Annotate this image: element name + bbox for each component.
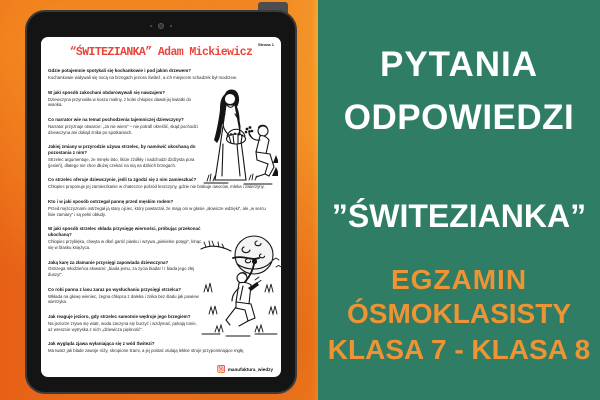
- question-text: W jaki sposób strzelec składa przysięgę wierności, próbując przekonać ukochaną?: [48, 226, 201, 238]
- document-title: “ŚWITEZIANKA” Adam Mickiewicz: [69, 46, 253, 59]
- question-text: Jaką karę za złamanie przysięgi zapowiada dziewczyna?: [48, 259, 169, 265]
- camera-dot-icon: [150, 25, 152, 27]
- qa-item: [48, 117, 202, 135]
- heading-pytania: PYTANIA: [379, 45, 539, 84]
- answer-text: Przed mężczyznami ostrzegał ją stary ojciec, który powtarzał, że mają oni w głosie „słowicze wdzięki”, ale „w sercu lisie zamiary” i są pełni obłudy.: [48, 205, 266, 217]
- right-panel: [318, 0, 600, 400]
- question-text: Co narrator wie na temat pochodzenia tajemniczej dziewczyny?: [48, 116, 184, 122]
- qa-item: [48, 226, 202, 250]
- answer-text: Chłopiec proponuje jej zamieszkanie w chateczce pośród leszczyny, gdzie nie brakuje owoców, mleka i zwierzyny.: [48, 184, 265, 190]
- qa-item: [48, 68, 274, 81]
- moonlit-oath-illustration: [199, 230, 281, 338]
- question-text: W jaki sposób zakochani obdarowywali się nawzajem?: [48, 89, 166, 95]
- question-text: Kto i w jaki sposób ostrzegał pannę przed męskim rodem?: [48, 199, 174, 204]
- answer-text: Dziewczyna przynosiła w koszu maliny, z kolei chłopiec dawał jej kwiatki do wianka.: [48, 96, 191, 108]
- question-text: Jak wygląda zjawa wyłaniająca się z wód Świtezi?: [48, 341, 155, 347]
- exam-line-2: ÓSMOKLASISTY: [346, 298, 571, 329]
- qa-item: [48, 287, 202, 305]
- answer-text: Na jeziorze zrywa się wiatr, woda zaczyna się burzyć i wzdymać, pękają tonie, aż wreszcie wytryska z nich „dziewicza piękność”.: [48, 321, 197, 332]
- camera-lens-icon: [158, 23, 164, 29]
- instagram-credit: [217, 365, 273, 373]
- instagram-handle: manufaktura_wiedzy: [227, 366, 273, 372]
- answer-text: Ostrzega młodzieńca słowami: „biada jemu, za życia biada! / I biada jego złej duszy!”.: [48, 266, 195, 278]
- courting-couple-illustration: [200, 84, 278, 188]
- question-text: Jak reaguje jezioro, gdy strzelec samotnie wędruje jego brzegiem?: [48, 314, 191, 320]
- question-text: Co strzelec oferuje dziewczynie, jeśli ta zgodzi się z nim zamieszkać?: [48, 177, 197, 183]
- qa-item: [48, 260, 202, 278]
- page-number: Strona 1: [257, 42, 274, 47]
- exam-line-3: KLASA 7 - KLASA 8: [327, 334, 591, 365]
- qa-item: [48, 90, 202, 108]
- tablet: [25, 10, 297, 394]
- work-title: ”ŚWITEZIANKA”: [331, 198, 587, 234]
- exam-line-1: EGZAMIN: [390, 264, 528, 295]
- qa-item: [48, 314, 202, 332]
- heading-odpowiedzi: ODPOWIEDZI: [343, 98, 575, 137]
- answer-text: Wkłada na głowę wieniec, żegna chłopca z daleka i znika bez śladu jak powiew wietrzyka.: [48, 293, 199, 305]
- tablet-front-camera: [150, 23, 172, 29]
- question-text: Jakiej zmiany w przyrodzie używa strzelec, by namówić ukochaną do pozostania z nim?: [48, 144, 196, 156]
- answer-text: Strzelec argumentuje, że minęło lato, liście zżółkły i nadchodzi dżdżysta pora (jesień), dlatego nie chce dłużej czekać na nią na dzikich brzegach.: [48, 157, 195, 168]
- qa-item: [48, 341, 274, 354]
- answer-text: Ma twarz jak blade zawoje róży, skropione łzami, a jej postać otulają lekkie stroje przypominające mgłę,: [48, 348, 245, 354]
- instagram-icon: [217, 365, 225, 373]
- answer-text: Kochankowie widywali się nocą na brzegach jeziora Świteź, a ich miejscem schadzek był modrzew.: [48, 74, 237, 80]
- answer-text: Chłopiec przyklęka, chwyta w dłoń garść piasku i wzywa „piekielne potęgi”, klnąc się w blasku księżyca.: [48, 239, 202, 250]
- answer-text: Narrator przyznaje otwarcie: „Ja nie wiem” – nie potrafi określić, skąd pochodzi dziewczyna ani dokąd znika po spotkaniach.: [48, 123, 198, 135]
- document-page[interactable]: [41, 37, 281, 377]
- question-text: Co robi panna z lasu zaraz po wysłuchaniu przysięgi strzelca?: [48, 286, 182, 292]
- qa-item: [48, 199, 274, 217]
- camera-dot-icon: [170, 25, 172, 27]
- qa-item: [48, 144, 202, 168]
- question-text: Gdzie potajemnie spotykali się kochankowie i pod jakim drzewem?: [48, 68, 192, 73]
